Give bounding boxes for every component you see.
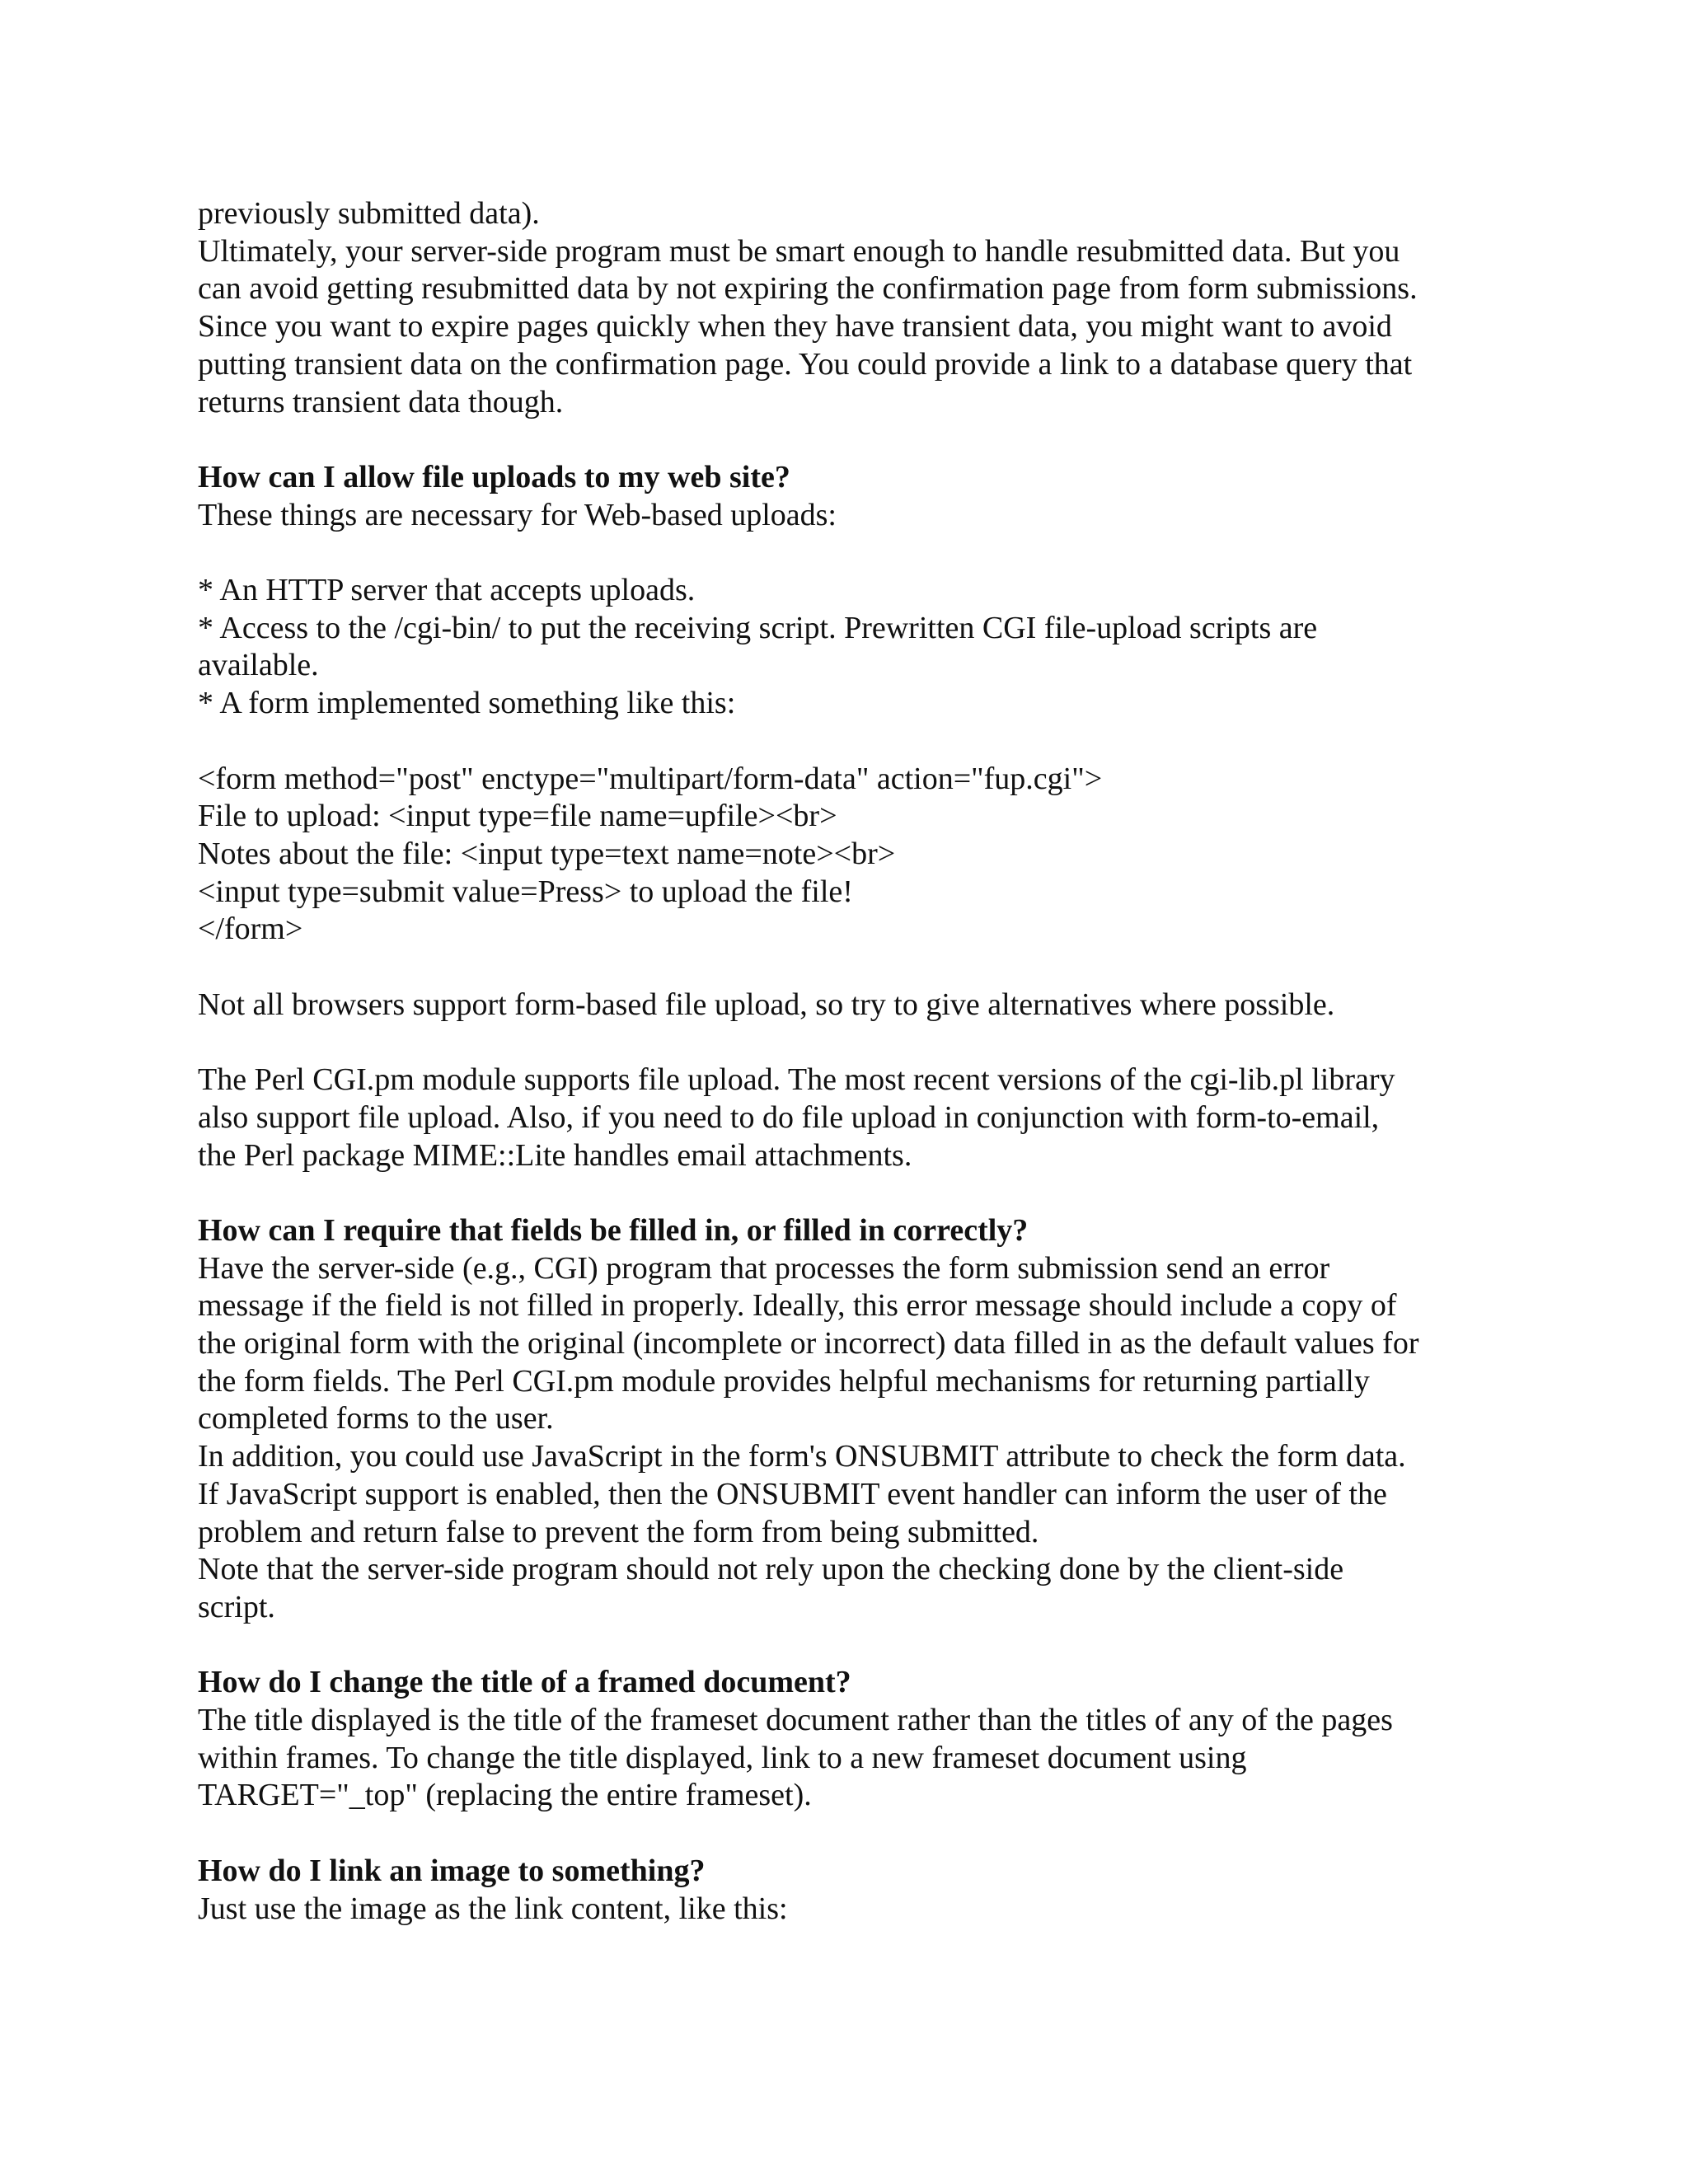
text-line: Just use the image as the link content, like this: xyxy=(198,1891,788,1926)
bullet-line: * Access to the /cgi-bin/ to put the receiving script. Prewritten CGI file-upload scripts are xyxy=(198,610,1318,645)
text-line: returns transient data though. xyxy=(198,384,564,419)
document-page xyxy=(198,195,1517,1928)
code-line: <input type=submit value=Press> to upload the file! xyxy=(198,874,853,909)
text-line: The title displayed is the title of the frameset document rather than the titles of any of the pages xyxy=(198,1703,1393,1738)
text-line: the form fields. The Perl CGI.pm module provides helpful mechanisms for returning partially xyxy=(198,1363,1370,1399)
text-line: These things are necessary for Web-based uploads: xyxy=(198,497,837,532)
text-line: Not all browsers support form-based file upload, so try to give alternatives where possible. xyxy=(198,987,1335,1022)
text-line: can avoid getting resubmitted data by not expiring the confirmation page from form submissions. xyxy=(198,271,1418,307)
bullet-line: * An HTTP server that accepts uploads. xyxy=(198,573,696,607)
section-image-link xyxy=(198,1853,1517,1928)
text-line: If JavaScript support is enabled, then the ONSUBMIT event handler can inform the user of the xyxy=(198,1476,1387,1511)
text-line: within frames. To change the title displayed, link to a new frameset document using xyxy=(198,1740,1247,1775)
spacer xyxy=(198,1174,1517,1212)
code-line: </form> xyxy=(198,912,303,947)
section-heading: How do I link an image to something? xyxy=(198,1853,706,1888)
section-framed-title xyxy=(198,1664,1517,1815)
spacer xyxy=(198,949,1517,987)
code-sample xyxy=(198,761,1517,949)
text-line: Ultimately, your server-side program must be smart enough to handle resubmitted data. But you xyxy=(198,233,1400,269)
intro-paragraph xyxy=(198,195,1517,421)
bullet-line: available. xyxy=(198,648,319,683)
code-line: Notes about the file: <input type=text name=note><br> xyxy=(198,836,896,871)
text-line: Have the server-side (e.g., CGI) program that processes the form submission send an error xyxy=(198,1250,1330,1286)
text-line: problem and return false to prevent the form from being submitted. xyxy=(198,1514,1039,1549)
text-line: script. xyxy=(198,1589,275,1624)
text-line: Since you want to expire pages quickly when they have transient data, you might want to avoid xyxy=(198,309,1392,344)
code-line: File to upload: <input type=file name=upfile><br> xyxy=(198,799,837,834)
code-line: <form method="post" enctype="multipart/form-data" action="fup.cgi"> xyxy=(198,761,1103,796)
spacer xyxy=(198,421,1517,459)
section-file-uploads xyxy=(198,459,1517,1174)
section-heading: How can I allow file uploads to my web site? xyxy=(198,459,790,494)
text-line: message if the field is not filled in properly. Ideally, this error message should include a copy of xyxy=(198,1288,1397,1324)
bullet-line: * A form implemented something like this: xyxy=(198,686,736,721)
text-line: completed forms to the user. xyxy=(198,1401,554,1436)
text-line: previously submitted data). xyxy=(198,196,540,231)
text-line: TARGET="_top" (replacing the entire frameset). xyxy=(198,1778,812,1813)
text-line: the Perl package MIME::Lite handles email attachments. xyxy=(198,1137,912,1173)
text-line: The Perl CGI.pm module supports file upload. The most recent versions of the cgi-lib.pl library xyxy=(198,1062,1395,1098)
spacer xyxy=(198,723,1517,761)
text-line: Note that the server-side program should not rely upon the checking done by the client-side xyxy=(198,1552,1344,1587)
text-line: In addition, you could use JavaScript in the form's ONSUBMIT attribute to check the form data. xyxy=(198,1439,1406,1474)
text-line: putting transient data on the confirmation page. You could provide a link to a database query that xyxy=(198,346,1413,382)
section-required-fields xyxy=(198,1212,1517,1627)
text-line: the original form with the original (incomplete or incorrect) data filled in as the default values for xyxy=(198,1326,1419,1361)
spacer xyxy=(198,534,1517,572)
spacer xyxy=(198,1024,1517,1062)
text-line: also support file upload. Also, if you need to do file upload in conjunction with form-to-email, xyxy=(198,1099,1380,1135)
section-heading: How do I change the title of a framed document? xyxy=(198,1665,851,1700)
section-heading: How can I require that fields be filled in, or filled in correctly? xyxy=(198,1212,1029,1248)
spacer xyxy=(198,1627,1517,1665)
spacer xyxy=(198,1815,1517,1853)
